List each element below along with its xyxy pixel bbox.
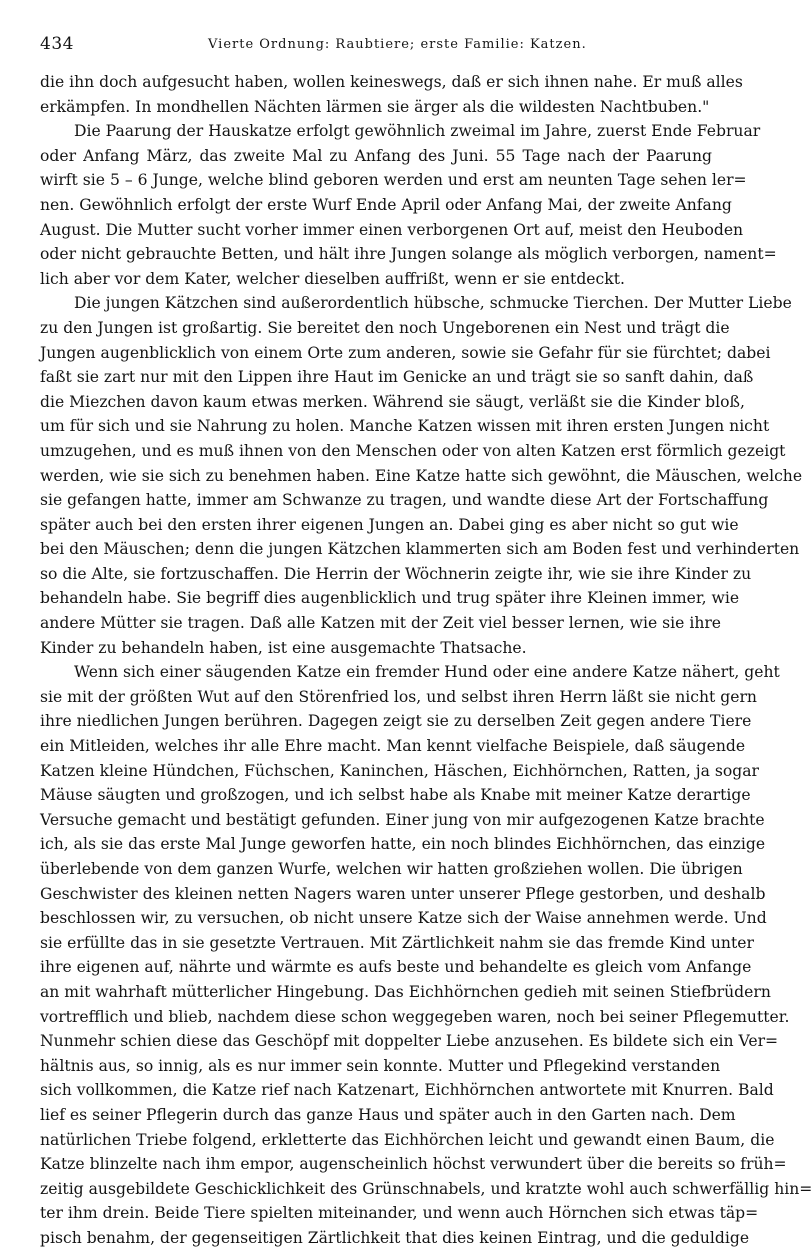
text-line: natürlichen Triebe folgend, erkletterte das Eichhörchen leicht und gewandt einen Baum, die [40,1130,775,1149]
text-line: lich aber vor dem Kater, welcher dieselben auffrißt, wenn er sie entdeckt. [40,269,625,288]
book-page [40,30,812,1247]
text-line: sie erfüllte das in sie gesetzte Vertrauen. Mit Zärtlichkeit nahm sie das fremde Kind unter [40,933,754,952]
text-line: August. Die Mutter sucht vorher immer einen verborgenen Ort auf, meist den Heuboden [40,220,744,239]
text-line: ihre eigenen auf, nährte und wärmte es aufs beste und behandelte es gleich vom Anfange [40,958,752,977]
text-line: an mit wahrhaft mütterlicher Hingebung. Das Eichhörnchen gedieh mit seinen Stiefbrüdern [40,982,771,1001]
text-line: Jungen augenblicklich von einem Orte zum anderen, sowie sie Gefahr für sie fürchtet; dabei [40,343,771,362]
text-line: Katze blinzelte nach ihm empor, augenscheinlich höchst verwundert über die bereits so früh= [40,1155,787,1174]
text-line: die Miezchen davon kaum etwas merken. Während sie säugt, verläßt sie die Kinder bloß, [40,392,745,411]
text-line: Versuche gemacht und bestätigt gefunden. Einer jung von mir aufgezogenen Katze brachte [40,810,765,829]
text-line: Geschwister des kleinen netten Nagers waren unter unserer Pflege gestorben, und deshalb [40,884,766,903]
text-line: um für sich und sie Nahrung zu holen. Manche Katzen wissen mit ihren ersten Jungen nicht [40,417,770,436]
text-line: ter ihm drein. Beide Tiere spielten miteinander, und wenn auch Hörnchen sich etwas täp= [40,1204,759,1223]
text-line: zeitig ausgebildete Geschicklichkeit des Grünschnabels, und kratzte wohl auch schwerfällig hin= [40,1179,812,1198]
text-line: faßt sie zart nur mit den Lippen ihre Haut im Genicke an und trägt sie so sanft dahin, daß [40,368,754,387]
text-line: oder Anfang März, das zweite Mal zu Anfang des Juni. 55 Tage nach der Paarung [40,146,712,165]
text-line: Kinder zu behandeln haben, ist eine ausgemachte Thatsache. [40,638,527,657]
text-line: die ihn doch aufgesucht haben, wollen keineswegs, daß er sich ihnen nahe. Er muß alles [40,73,743,91]
page-number: 434 [40,34,74,54]
text-line: wirft sie 5 – 6 Junge, welche blind geboren werden und erst am neunten Tage sehen ler= [40,171,747,190]
text-line: werden, wie sie sich zu benehmen haben. Eine Katze hatte sich gewöhnt, die Mäuschen, welche [40,466,803,485]
text-line: Wenn sich einer säugenden Katze ein fremder Hund oder eine andere Katze nähert, geht [74,663,780,682]
text-line: Nunmehr schien diese das Geschöpf mit doppelter Liebe anzusehen. Es bildete sich ein Ver= [40,1032,779,1051]
text-line: Die Paarung der Hauskatze erfolgt gewöhnlich zweimal im Jahre, zuerst Ende Februar [74,122,761,141]
text-line: ein Mitleiden, welches ihr alle Ehre macht. Man kennt vielfache Beispiele, daß säugende [40,737,746,756]
text-line: sie mit der größten Wut auf den Störenfried los, und selbst ihren Herrn läßt sie nicht gern [40,687,757,706]
text-line: ihre niedlichen Jungen berühren. Dagegen zeigt sie zu derselben Zeit gegen andere Tiere [40,712,752,731]
text-line: so die Alte, sie fortzuschaffen. Die Herrin der Wöchnerin zeigte ihr, wie sie ihre Kinder zu [40,564,752,583]
text-line: hältnis aus, so innig, als es nur immer sein konnte. Mutter und Pflegekind verstanden [40,1056,721,1075]
text-line: Katzen kleine Hündchen, Füchschen, Kaninchen, Häschen, Eichhörnchen, Ratten, ja sogar [40,761,759,780]
text-line: sie gefangen hatte, immer am Schwanze zu tragen, und wandte diese Art der Fortschaffung [40,491,769,510]
text-line: überlebende von dem ganzen Wurfe, welchen wir hatten großziehen wollen. Die übrigen [40,860,743,878]
text-line: sich vollkommen, die Katze rief nach Katzenart, Eichhörnchen antwortete mit Knurren. Bald [40,1081,774,1100]
text-line: vortrefflich und blieb, nachdem diese schon weggegeben waren, noch bei seiner Pflegemutter. [40,1007,790,1026]
text-line: pisch benahm, der gegenseitigen Zärtlichkeit that dies keinen Eintrag, und die geduldige [40,1228,750,1247]
text-line: oder nicht gebrauchte Betten, und hält ihre Jungen solange als möglich verborgen, nament= [40,245,777,264]
text-line: ich, als sie das erste Mal Junge geworfen hatte, ein noch blindes Eichhörnchen, das einzige [40,835,766,854]
text-line: lief es seiner Pflegerin durch das ganze Haus und später auch in den Garten nach. Dem [40,1105,736,1124]
body-text [40,70,812,1251]
text-line: Die jungen Kätzchen sind außerordentlich hübsche, schmucke Tierchen. Der Mutter Liebe [74,294,792,313]
text-line: zu den Jungen ist großartig. Sie bereitet den noch Ungeborenen ein Nest und trägt die [40,318,730,337]
running-head: Vierte Ordnung: Raubtiere; erste Familie: Katzen. [208,37,587,52]
page-header [40,30,712,56]
text-line: behandeln habe. Sie begriff dies augenblicklich und trug später ihre Kleinen immer, wie [40,589,740,608]
text-line: erkämpfen. In mondhellen Nächten lärmen sie ärger als die wildesten Nachtbuben." [40,97,710,116]
text-line: umzugehen, und es muß ihnen von den Menschen oder von alten Katzen erst förmlich gezeigt [40,441,786,460]
text-line: andere Mütter sie tragen. Daß alle Katzen mit der Zeit viel besser lernen, wie sie ihre [40,614,722,633]
text-line: beschlossen wir, zu versuchen, ob nicht unsere Katze sich der Waise annehmen werde. Und [40,909,767,928]
text-line: Mäuse säugten und großzogen, und ich selbst habe als Knabe mit meiner Katze derartige [40,786,751,805]
text-line: später auch bei den ersten ihrer eigenen Jungen an. Dabei ging es aber nicht so gut wie [40,515,739,534]
text-line: bei den Mäuschen; denn die jungen Kätzchen klammerten sich am Boden fest und verhinderten [40,540,800,559]
text-line: nen. Gewöhnlich erfolgt der erste Wurf Ende April oder Anfang Mai, der zweite Anfang [40,195,732,214]
